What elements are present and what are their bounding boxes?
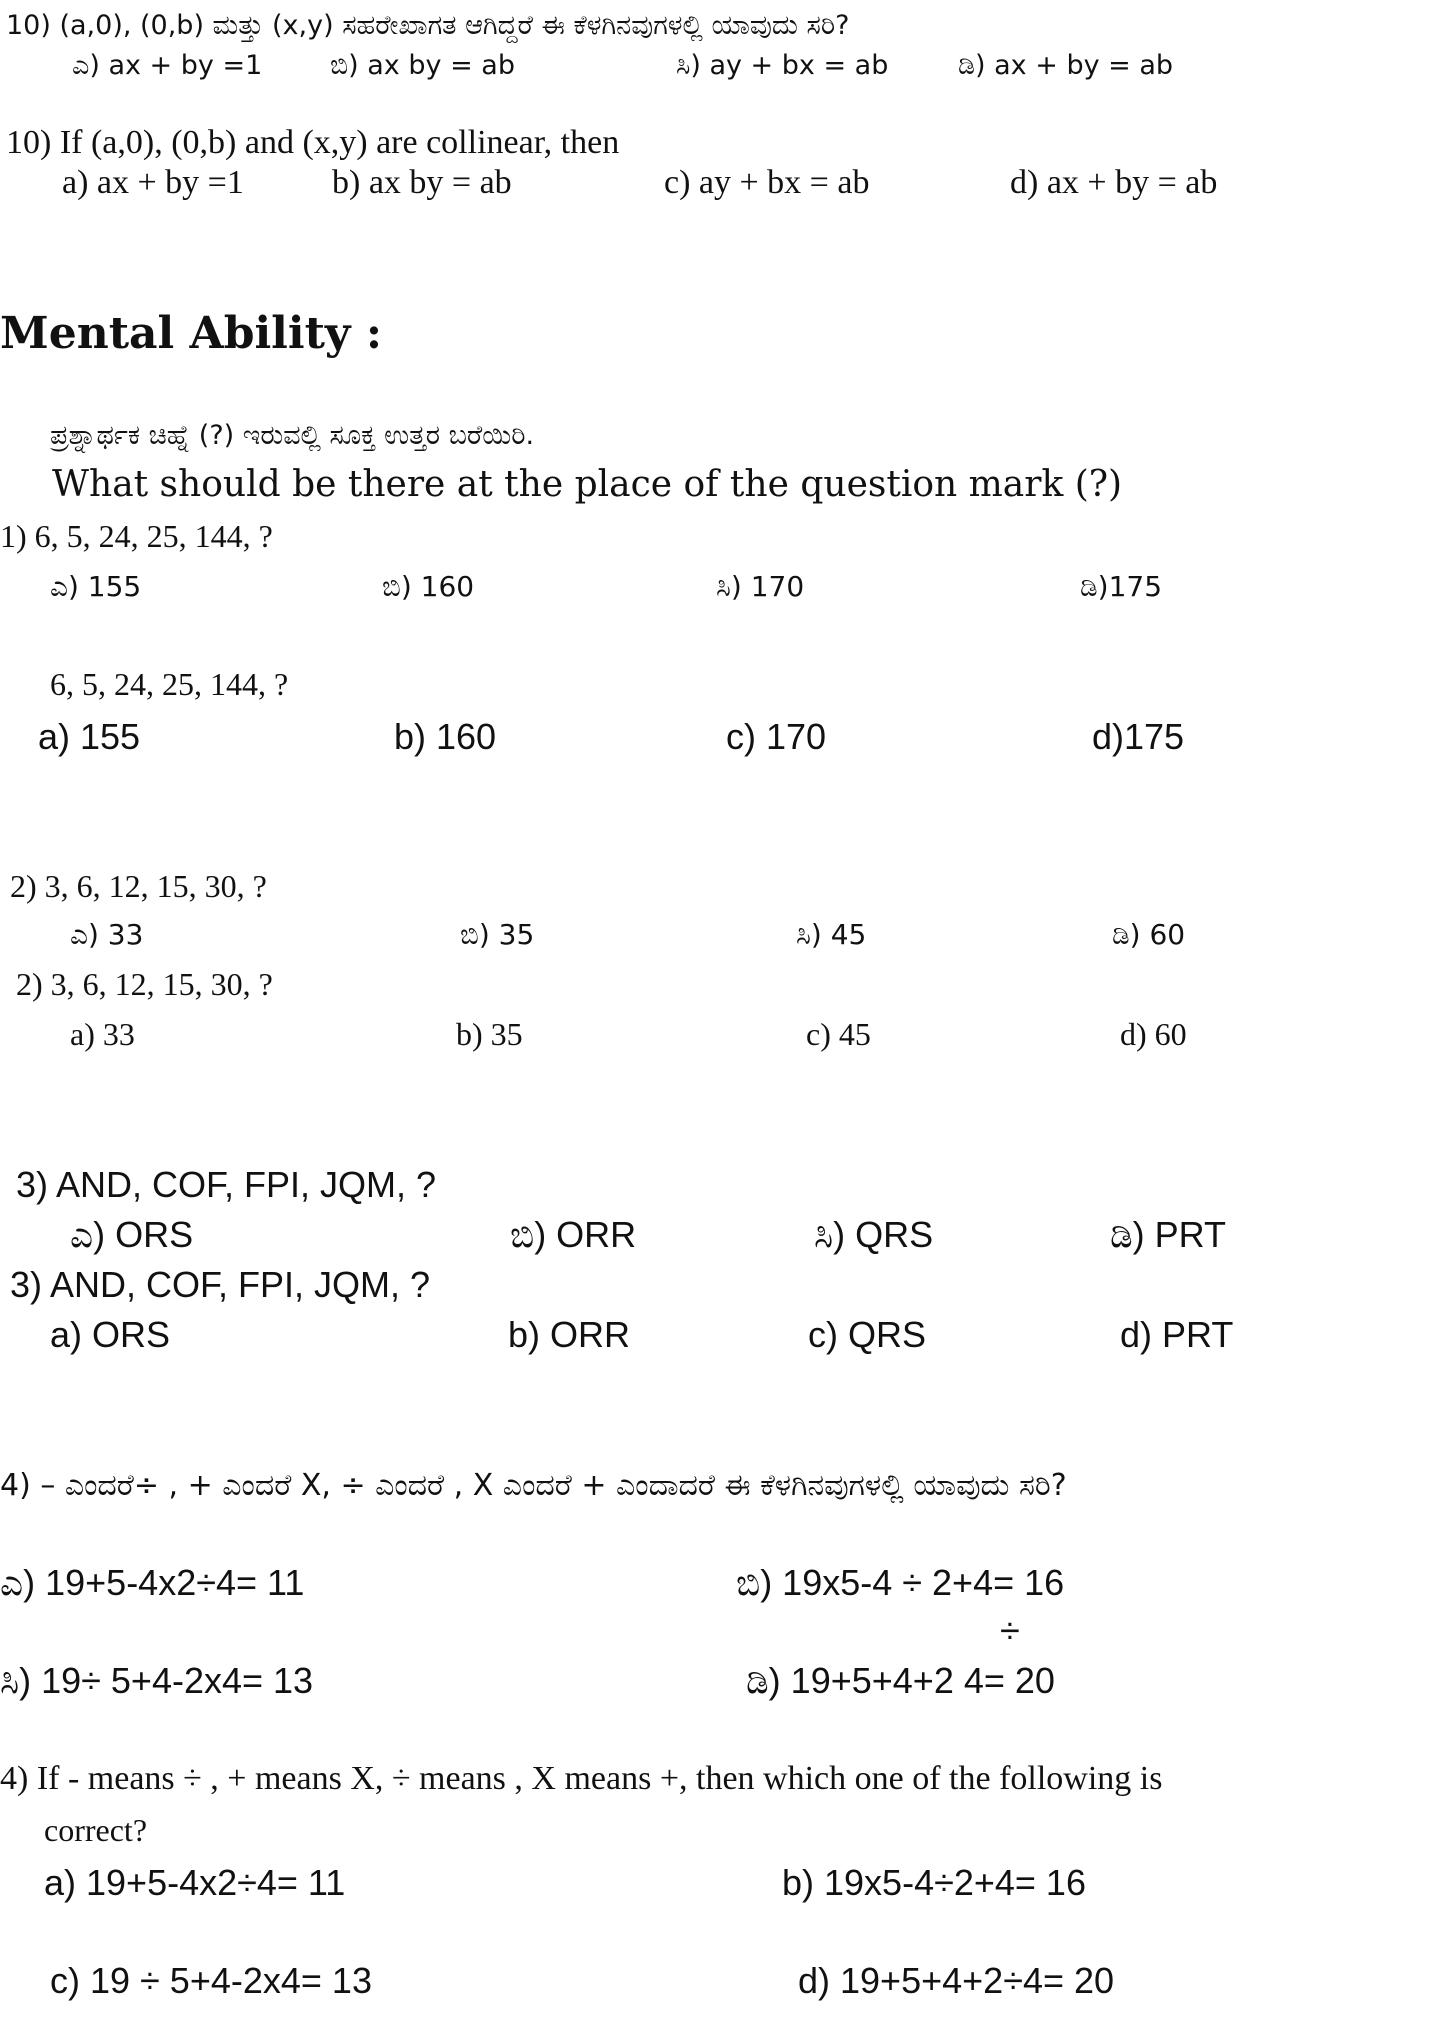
- q1-kn-question: 1) 6, 5, 24, 25, 144, ?: [0, 518, 273, 554]
- q2-en-option-b: b) 35: [456, 1016, 523, 1052]
- q4-en-question-line1: 4) If - means ÷ , + means X, ÷ means , X means +, then which one of the following is: [0, 1760, 1163, 1797]
- q4-kn-option-b: ಬಿ) 19x5-4 ÷ 2+4= 16: [736, 1562, 1065, 1603]
- q10-en-question: 10) If (a,0), (0,b) and (x,y) are collinear, then: [6, 124, 620, 161]
- q10-en-option-d: d) ax + by = ab: [1010, 164, 1218, 201]
- instruction-kn: ಪ್ರಶ್ನಾರ್ಥಕ ಚಿಹ್ನೆ (?) ಇರುವಲ್ಲಿ ಸೂಕ್ತ ಉತ್ತರ ಬರೆಯಿರಿ.: [50, 420, 535, 451]
- q10-kn-question: 10) (a,0), (0,b) ಮತ್ತು (x,y) ಸಹರೇಖಾಗತ ಆಗಿದ್ದರೆ ಈ ಕೆಳಗಿನವುಗಳಲ್ಲಿ ಯಾವುದು ಸರಿ?: [6, 10, 850, 41]
- q3-kn-question: 3) AND, COF, FPI, JQM, ?: [16, 1164, 437, 1205]
- q3-en-option-d: d) PRT: [1120, 1314, 1234, 1355]
- q4-kn-option-d: ಡಿ) 19+5+4+2 4= 20: [746, 1660, 1055, 1701]
- instruction-en: What should be there at the place of the question mark (?): [52, 464, 1123, 505]
- q10-kn-option-c: ಸಿ) ay + bx = ab: [676, 50, 889, 81]
- q1-kn-option-a: ಎ) 155: [50, 570, 142, 603]
- q3-en-question: 3) AND, COF, FPI, JQM, ?: [10, 1264, 431, 1305]
- q2-kn-option-a: ಎ) 33: [70, 918, 144, 951]
- q2-kn-option-c: ಸಿ) 45: [796, 918, 867, 951]
- q1-en-question: 6, 5, 24, 25, 144, ?: [50, 666, 289, 702]
- q10-kn-option-d: ಡಿ) ax + by = ab: [958, 50, 1174, 81]
- q10-kn-option-a: ಎ) ax + by =1: [72, 50, 263, 81]
- q4-en-option-d: d) 19+5+4+2÷4= 20: [798, 1960, 1115, 2001]
- q4-kn-question: 4) – ಎಂದರೆ÷ , + ಎಂದರೆ X, ÷ ಎಂದರೆ , X ಎಂದರೆ + ಎಂದಾದರೆ ಈ ಕೆಳಗಿನವುಗಳಲ್ಲಿ ಯಾವುದು ಸರಿ?: [0, 1468, 1067, 1503]
- q1-en-option-a: a) 155: [38, 716, 141, 757]
- q2-en-question: 2) 3, 6, 12, 15, 30, ?: [16, 966, 273, 1002]
- q2-kn-question: 2) 3, 6, 12, 15, 30, ?: [10, 868, 267, 904]
- q10-kn-option-b: ಬಿ) ax by = ab: [330, 50, 515, 81]
- section-title: Mental Ability :: [0, 308, 383, 359]
- q3-kn-option-b: ಬಿ) ORR: [510, 1214, 637, 1255]
- q1-en-option-b: b) 160: [394, 716, 497, 757]
- q3-kn-option-d: ಡಿ) PRT: [1110, 1214, 1227, 1255]
- q4-en-option-c: c) 19 ÷ 5+4-2x4= 13: [50, 1960, 372, 2001]
- q2-en-option-d: d) 60: [1120, 1016, 1187, 1052]
- q4-en-question-line2: correct?: [44, 1812, 148, 1848]
- q4-en-option-b: b) 19x5-4÷2+4= 16: [782, 1862, 1086, 1903]
- q1-kn-option-c: ಸಿ) 170: [716, 570, 805, 603]
- q3-en-option-a: a) ORS: [50, 1314, 171, 1355]
- q1-en-option-c: c) 170: [726, 716, 827, 757]
- q2-kn-option-d: ಡಿ) 60: [1112, 918, 1186, 951]
- q2-en-option-a: a) 33: [70, 1016, 135, 1052]
- q3-en-option-b: b) ORR: [508, 1314, 631, 1355]
- q1-kn-option-b: ಬಿ) 160: [382, 570, 475, 603]
- q2-en-option-c: c) 45: [806, 1016, 871, 1052]
- q3-en-option-c: c) QRS: [808, 1314, 927, 1355]
- q4-kn-floating-divide: ÷: [1000, 1610, 1020, 1651]
- q2-kn-option-b: ಬಿ) 35: [460, 918, 535, 951]
- q10-en-option-b: b) ax by = ab: [332, 164, 512, 201]
- q1-en-option-d: d)175: [1092, 716, 1185, 757]
- q4-en-option-a: a) 19+5-4x2÷4= 11: [44, 1862, 346, 1903]
- q1-kn-option-d: ಡಿ)175: [1080, 570, 1163, 603]
- q3-kn-option-c: ಸಿ) QRS: [814, 1214, 934, 1255]
- q4-kn-option-c: ಸಿ) 19÷ 5+4-2x4= 13: [0, 1660, 314, 1701]
- q10-en-option-c: c) ay + bx = ab: [664, 164, 870, 201]
- q10-en-option-a: a) ax + by =1: [62, 164, 244, 201]
- q4-kn-option-a: ಎ) 19+5-4x2÷4= 11: [0, 1562, 305, 1603]
- q3-kn-option-a: ಎ) ORS: [70, 1214, 194, 1255]
